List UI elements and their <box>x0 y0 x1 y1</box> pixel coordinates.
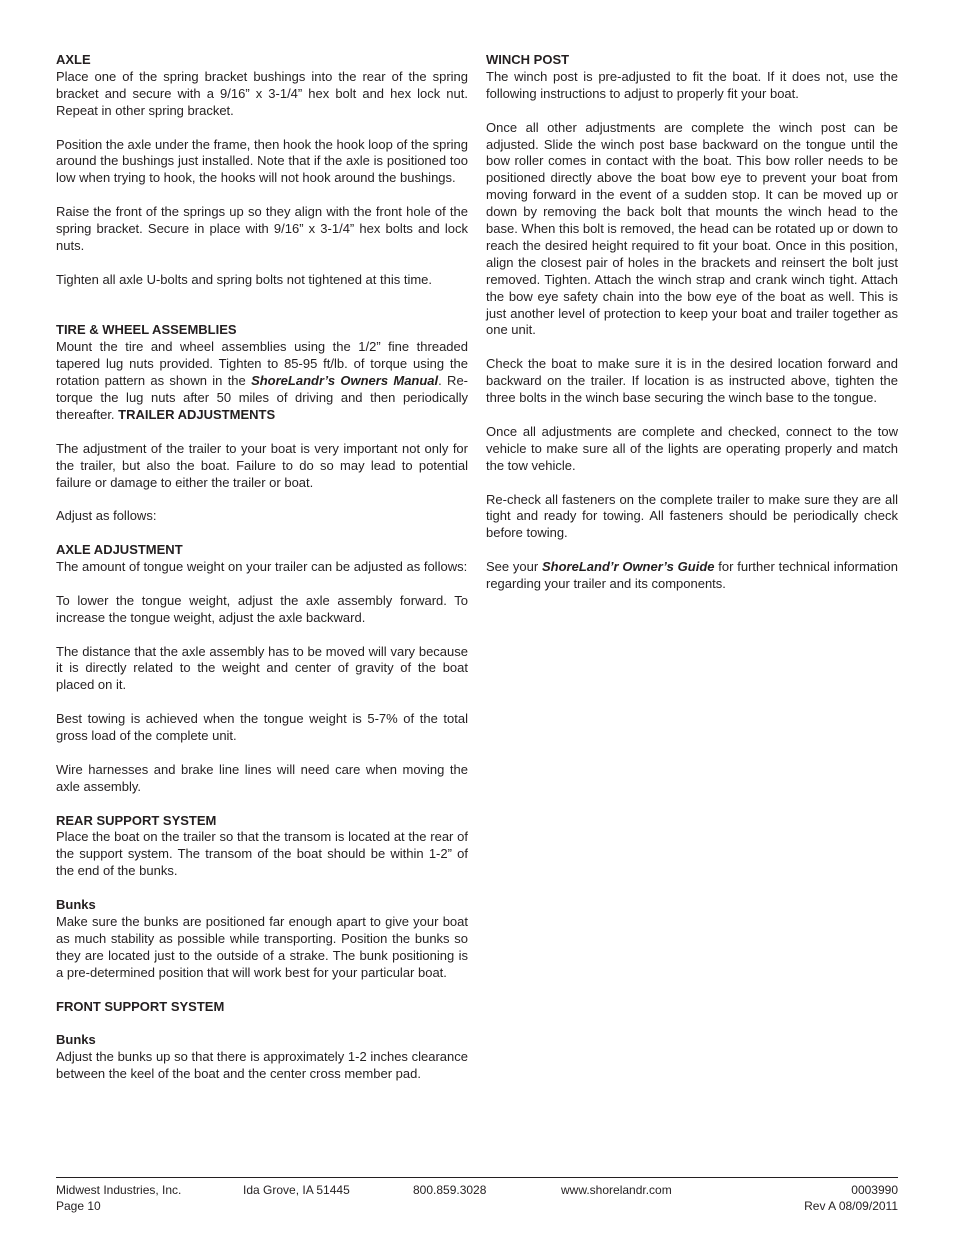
rear-support-paragraph-1: Place the boat on the trailer so that the transom is located at the rear of the support system. The transom of the boat should be within 1-2” of the end of the bunks. <box>56 829 468 879</box>
footer-city: Ida Grove, IA 51445 <box>243 1183 350 1197</box>
footer-website[interactable]: www.shorelandr.com <box>561 1183 672 1197</box>
rear-bunks-heading: Bunks <box>56 897 96 913</box>
winch-post-paragraph-5: Re-check all fasteners on the complete trailer to make sure they are all tight and ready for towing. All fasteners should be periodically check before towing. <box>486 491 898 541</box>
owners-guide-ref: ShoreLand’r Owner’s Guide <box>541 559 715 575</box>
axle-adjustment-paragraph-4: Best towing is achieved when the tongue weight is 5-7% of the total gross load of the complete unit. <box>56 711 468 744</box>
winch-post-paragraph-2: Once all other adjustments are complete the winch post can be adjusted. Slide the winch post base backward on the tongue until the bow roller comes in contact with the boat. This bow roller needs to be positioned directly above the boat bow eye to prevent your boat from moving forward in the event of a sudden stop. It can be moved up or down by removing the back bolt that mounts the winch head to the base. When this bolt is removed, the head can be rotated up or down to reach the desired height required to fit your boat. Once in this position, align the closest pair of holes in the brackets and reinsert the bolt just removed. Tighten. Attach the winch strap and crank winch tight. Attach the bow eye safety chain into the bow eye of the boat as well. This is just another level of protection to keep your boat and trailer together as one unit. <box>486 119 898 338</box>
left-column <box>56 52 468 1083</box>
rear-support-section <box>56 813 468 982</box>
front-support-heading: FRONT SUPPORT SYSTEM <box>56 998 225 1014</box>
owners-guide-paragraph: See your ShoreLand’r Owner’s Guide for further technical information regarding your trailer and its components. <box>486 559 898 592</box>
footer-docnum: 0003990 <box>851 1183 898 1197</box>
tire-wheel-paragraph-1: Mount the tire and wheel assemblies using the 1/2” fine threaded tapered lug nuts provided. Tighten to 85-95 ft/lb. of torque using the rotation pattern as shown in the ShoreLandr’s Owners Manual. Re-torque the lug nuts after 50 miles of driving and then periodically thereafter. TRAILER ADJUSTMENTS <box>56 339 469 422</box>
front-bunks-heading: Bunks <box>56 1032 96 1048</box>
owners-manual-ref: ShoreLandr’s Owners Manual <box>251 373 439 389</box>
axle-adjustment-paragraph-2: To lower the tongue weight, adjust the axle assembly forward. To increase the tongue weight, adjust the axle backward. <box>56 592 468 625</box>
footer-phone: 800.859.3028 <box>413 1183 487 1197</box>
page-footer <box>56 1182 898 1214</box>
right-column <box>486 52 898 610</box>
axle-adjustment-paragraph-3: The distance that the axle assembly has to be moved will vary because it is directly related to the weight and center of gravity of the boat placed on it. <box>56 643 468 693</box>
winch-post-paragraph-3: Check the boat to make sure it is in the desired location forward and backward on the trailer. If location is as instructed above, tighten the three bolts in the winch base securing the winch base to the tongue. <box>486 356 898 406</box>
axle-adjustment-section <box>56 542 468 796</box>
front-bunks-paragraph: Adjust the bunks up so that there is approximately 1-2 inches clearance between the keel of the boat and the center cross member pad. <box>56 1049 468 1082</box>
tire-wheel-heading: TIRE & WHEEL ASSEMBLIES <box>56 322 237 338</box>
tire-wheel-section <box>56 322 468 525</box>
rear-bunks-paragraph: Make sure the bunks are positioned far enough apart to give your boat as much stability as possible while transporting. Position the bunks so they are located just to the outside of a strake. The bunk positioning is a pre-determined position that will work best for your particular boat. <box>56 914 468 980</box>
axle-section <box>56 52 468 289</box>
axle-adjustment-heading: AXLE ADJUSTMENT <box>56 542 183 558</box>
axle-adjustment-paragraph-1: The amount of tongue weight on your trailer can be adjusted as follows: <box>56 559 468 575</box>
winch-post-paragraph-1: The winch post is pre-adjusted to fit the boat. If it does not, use the following instructions to adjust to properly fit your boat. <box>486 68 898 101</box>
footer-revision: Rev A 08/09/2011 <box>804 1199 898 1213</box>
footer-divider <box>56 1177 898 1178</box>
trailer-adjustments-paragraph: The adjustment of the trailer to your boat is very important not only for the trailer, but also the boat. Failure to do so may lead to potential failure or damage to either the trailer or boat. <box>56 440 468 490</box>
axle-adjustment-paragraph-5: Wire harnesses and brake line lines will need care when moving the axle assembly. <box>56 761 468 794</box>
axle-paragraph-4: Tighten all axle U-bolts and spring bolts not tightened at this time. <box>56 271 433 287</box>
axle-paragraph-2: Position the axle under the frame, then hook the hook loop of the spring around the bushings just installed. Note that if the axle is positioned too low when trying to hook, the hooks will not hook around the bushings. <box>56 136 468 186</box>
footer-company: Midwest Industries, Inc. <box>56 1183 182 1197</box>
winch-post-section <box>486 52 898 593</box>
front-support-section <box>56 999 468 1084</box>
adjust-as-follows: Adjust as follows: <box>56 508 157 524</box>
winch-post-paragraph-4: Once all adjustments are complete and checked, connect to the tow vehicle to make sure all of the lights are operating properly and match the tow vehicle. <box>486 423 898 473</box>
trailer-adjustments-heading: TRAILER ADJUSTMENTS <box>118 406 276 422</box>
winch-post-heading: WINCH POST <box>486 52 570 67</box>
axle-paragraph-3: Raise the front of the springs up so they align with the front hole of the spring bracket. Secure in place with 9/16” x 3-1/4” hex bolts and lock nuts. <box>56 204 468 253</box>
rear-support-heading: REAR SUPPORT SYSTEM <box>56 812 217 828</box>
footer-page-number: Page 10 <box>56 1199 101 1213</box>
axle-heading: AXLE <box>56 52 91 67</box>
axle-paragraph-1: Place one of the spring bracket bushings into the rear of the spring bracket and secure with a 9/16” x 3-1/4” hex bolt and hex lock nut. Repeat in other spring bracket. <box>56 68 468 118</box>
